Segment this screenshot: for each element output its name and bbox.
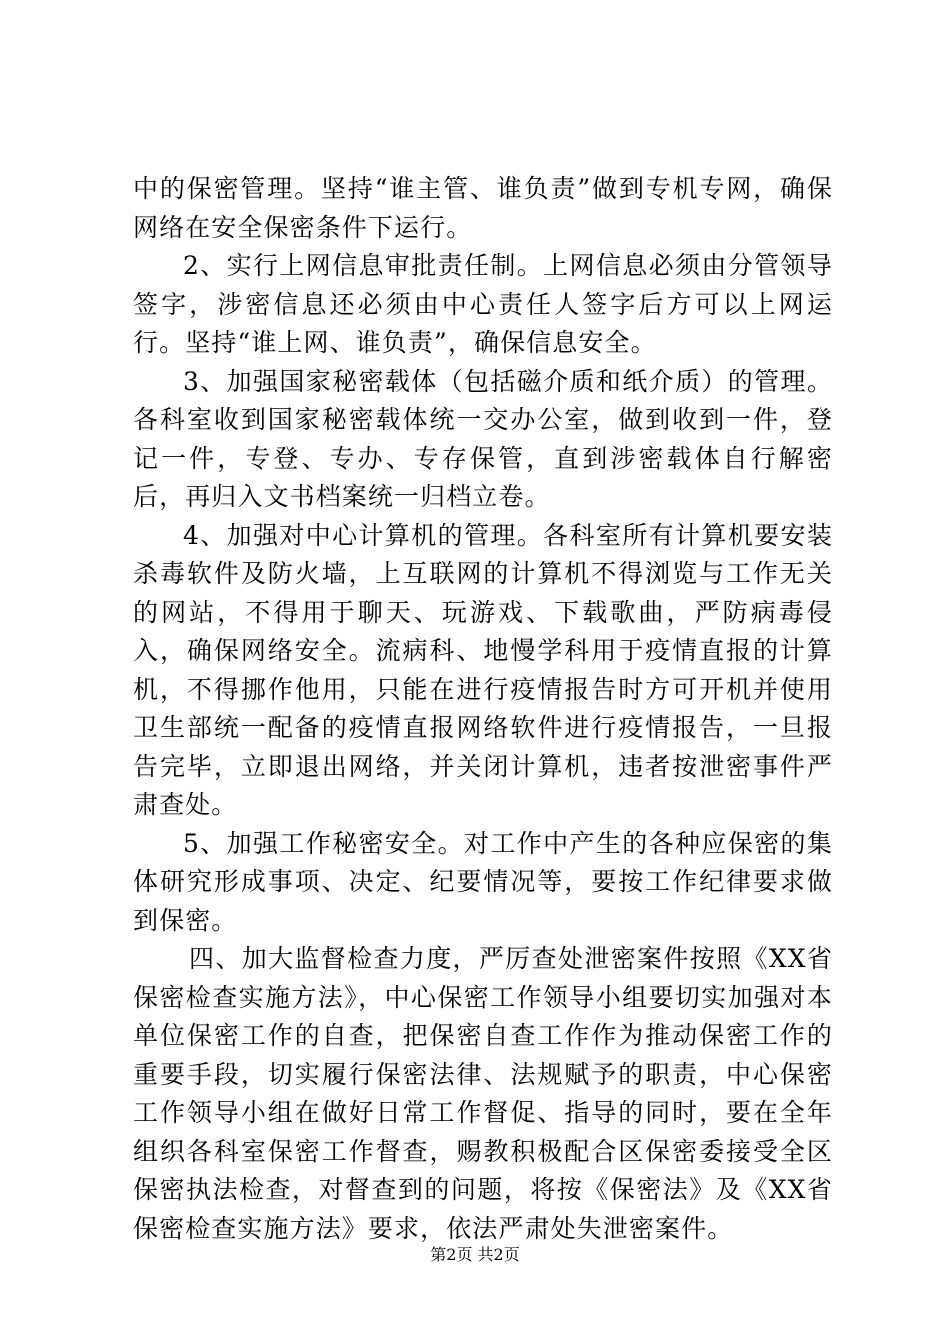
paragraph-item-4: 4、加强对中心计算机的管理。各科室所有计算机要安装杀毒软件及防火墙，上互联网的计算机不得浏览与工作无关的网站，不得用于聊天、玩游戏、下载歌曲，严防病毒侵入，确保网络安全。流病科、地慢学科用于疫情直报的计算机，不得挪作他用，只能在进行疫情报告时方可开机并使用卫生部统一配备的疫情直报网络软件进行疫情报告，一旦报告完毕，立即退出网络，并关闭计算机，违者按泄密事件严肃查处。 bbox=[133, 520, 833, 819]
page-number-footer: 第2页 共2页 bbox=[430, 1245, 520, 1264]
document-body bbox=[133, 170, 833, 1248]
paragraph-continuation: 中的保密管理。坚持“谁主管、谁负责”做到专机专网，确保网络在安全保密条件下运行。 bbox=[133, 174, 833, 242]
paragraph-item-2: 2、实行上网信息审批责任制。上网信息必须由分管领导签字，涉密信息还必须由中心责任人签字后方可以上网运行。坚持“谁上网、谁负责”，确保信息安全。 bbox=[133, 251, 833, 357]
paragraph-item-3: 3、加强国家秘密载体（包括磁介质和纸介质）的管理。各科室收到国家秘密载体统一交办公室，做到收到一件，登记一件，专登、专办、专存保管，直到涉密载体自行解密后，再归入文书档案统一归档立卷。 bbox=[133, 366, 833, 511]
paragraph-section-4: 四、加大监督检查力度，严厉查处泄密案件按照《XX省保密检查实施方法》，中心保密工作领导小组要切实加强对本单位保密工作的自查，把保密自查工作作为推动保密工作的重要手段，切实履行保密法律、法规赋予的职责，中心保密工作领导小组在做好日常工作督促、指导的同时，要在全年组织各科室保密工作督查，赐教积极配合区保密委接受全区保密执法检查，对督查到的问题，将按《保密法》及《XX省保密检查实施方法》要求，依法严肃处失泄密案件。 bbox=[133, 944, 833, 1243]
paragraph-item-5: 5、加强工作秘密安全。对工作中产生的各种应保密的集体研究形成事项、决定、纪要情况等，要按工作纪律要求做到保密。 bbox=[133, 828, 833, 935]
